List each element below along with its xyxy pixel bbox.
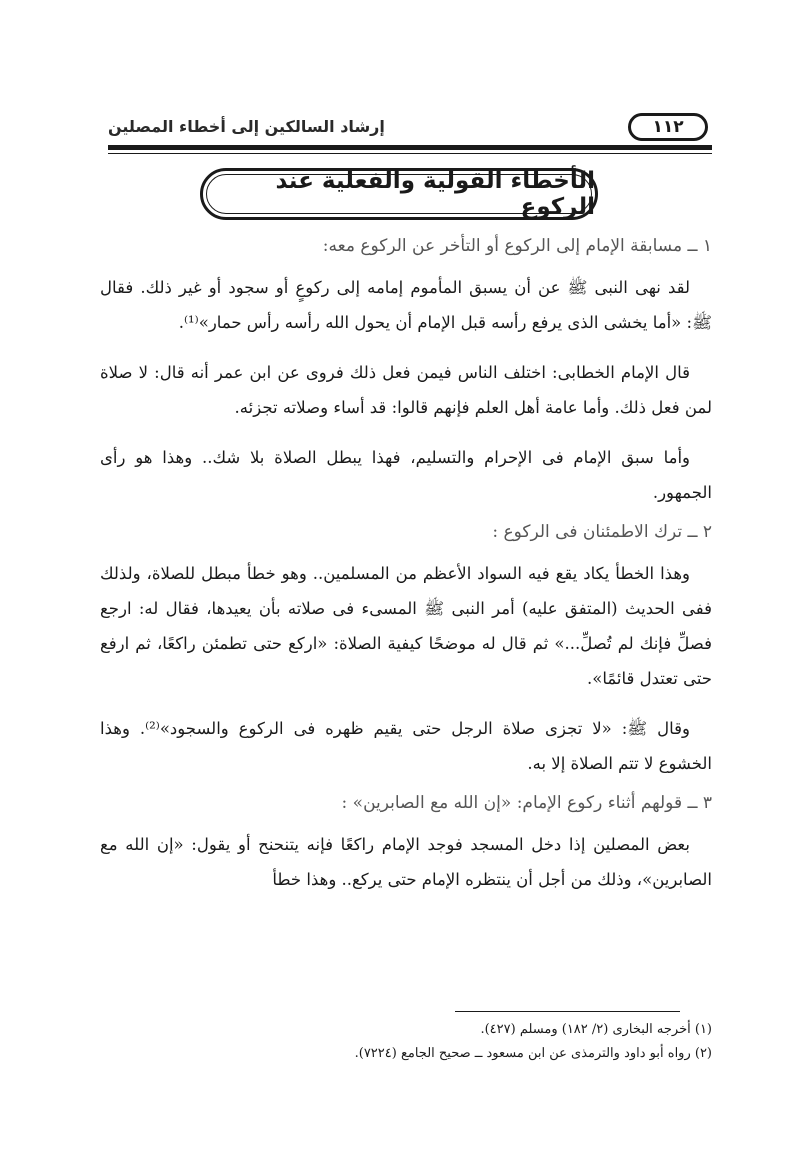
section-heading-1: ١ ــ مسابقة الإمام إلى الركوع أو التأخر عن الركوع معه: <box>322 236 712 256</box>
page-number: ١١٢ <box>628 113 708 141</box>
paragraph: وقال ﷺ: «لا تجزى صلاة الرجل حتى يقيم ظهره فى الركوع والسجود»⁽²⁾. وهذا الخشوع لا تتم الصلاة إلا به. <box>100 719 712 773</box>
section-heading-3: ٣ ــ قولهم أثناء ركوع الإمام: «إن الله مع الصابرين» : <box>341 793 712 813</box>
chapter-title: الأخطاء القولية والفعلية عند الركوع <box>275 168 595 220</box>
paragraph: بعض المصلين إذا دخل المسجد فوجد الإمام راكعًا فإنه يتنحنح أو يقول: «إن الله مع الصابرين»، وذلك من أجل أن ينتظره الإمام حتى يركع.. وهذا خطأ <box>100 835 712 889</box>
footnote-separator <box>455 1011 680 1012</box>
footnote-1: (١) أخرجه البخارى (٢/ ١٨٢) ومسلم (٤٢٧). <box>480 1022 712 1037</box>
paragraph: وهذا الخطأ يكاد يقع فيه السواد الأعظم من المسلمين.. وهو خطأ مبطل للصلاة، ولذلك ففى الحديث (المتفق عليه) أمر النبى ﷺ المسىء فى صلاته بأن يعيدها، فقال له: ارجع فصلِّ فإنك لم تُصلِّ...» ثم قال له موضحًا كيفية الصلاة: «اركع حتى تطمئن راكعًا، ثم ارفع حتى تعتدل قائمًا». <box>100 564 712 688</box>
section-heading-2: ٢ ــ ترك الاطمئنان فى الركوع : <box>492 522 712 542</box>
running-header <box>108 113 708 143</box>
header-rule-thin <box>108 153 712 154</box>
paragraph: وأما سبق الإمام فى الإحرام والتسليم، فهذا يبطل الصلاة بلا شك.. وهذا هو رأى الجمهور. <box>100 448 712 502</box>
main-text <box>100 230 712 903</box>
footnote-2: (٢) رواه أبو داود والترمذى عن ابن مسعود ــ صحيح الجامع (٧٢٢٤). <box>354 1046 712 1061</box>
paragraph: قال الإمام الخطابى: اختلف الناس فيمن فعل ذلك فروى عن ابن عمر أنه قال: لا صلاة لمن فعل ذلك. وأما عامة أهل العلم فإنهم قالوا: قد أساء وصلاته تجزئه. <box>100 363 712 417</box>
footnotes <box>100 1018 712 1066</box>
chapter-title-frame <box>200 168 598 220</box>
paragraph: لقد نهى النبى ﷺ عن أن يسبق المأموم إمامه إلى ركوعٍ أو سجود أو غير ذلك. فقال ﷺ: «أما يخشى الذى يرفع رأسه قبل الإمام أن يحول الله رأسه رأس حمار»⁽¹⁾. <box>100 278 712 332</box>
running-title: إرشاد السالكين إلى أخطاء المصلين <box>108 117 385 136</box>
header-rule-thick <box>108 145 712 150</box>
